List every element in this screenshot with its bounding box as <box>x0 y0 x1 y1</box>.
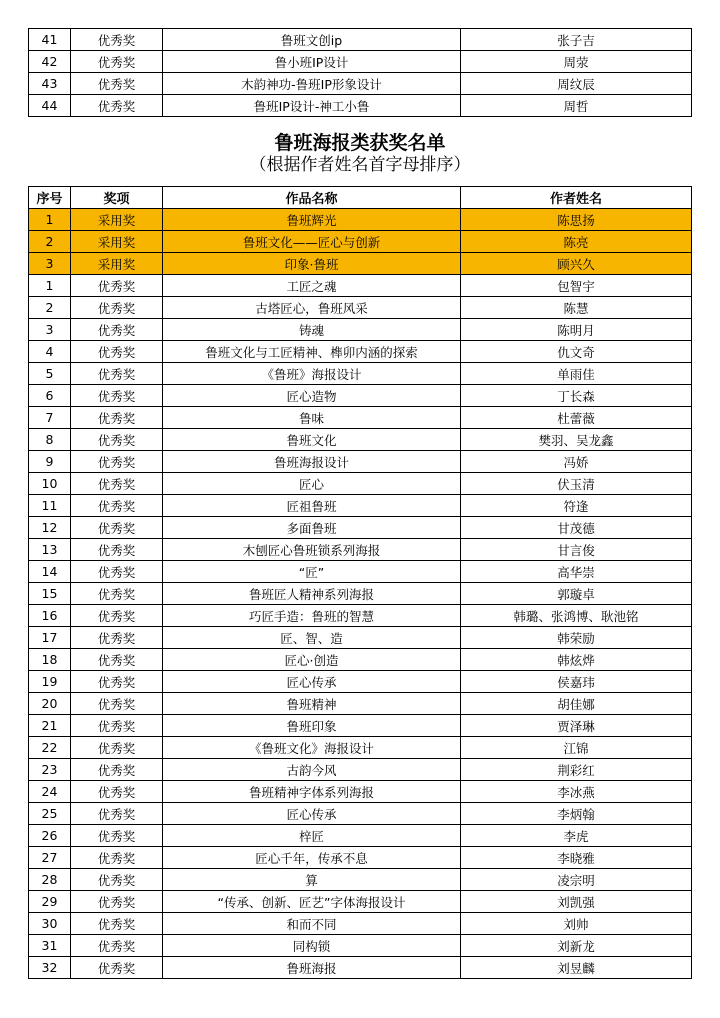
cell-index: 12 <box>29 517 71 539</box>
cell-work-title: 匠心·创造 <box>163 649 461 671</box>
table-row <box>29 627 692 649</box>
cell-index: 13 <box>29 539 71 561</box>
cell-work-title: 《鲁班文化》海报设计 <box>163 737 461 759</box>
cell-author: 刘新龙 <box>461 935 692 957</box>
cell-award: 优秀奖 <box>71 95 163 117</box>
cell-author: 伏玉清 <box>461 473 692 495</box>
cell-work-title: 多面鲁班 <box>163 517 461 539</box>
cell-work-title: 同构锁 <box>163 935 461 957</box>
cell-work-title: 铸魂 <box>163 319 461 341</box>
cell-award: 优秀奖 <box>71 825 163 847</box>
cell-index: 2 <box>29 231 71 253</box>
table-row <box>29 451 692 473</box>
header-award: 奖项 <box>71 187 163 209</box>
header-work-title: 作品名称 <box>163 187 461 209</box>
cell-work-title: 匠心 <box>163 473 461 495</box>
cell-author: 丁长森 <box>461 385 692 407</box>
cell-index: 17 <box>29 627 71 649</box>
cell-work-title: 鲁味 <box>163 407 461 429</box>
cell-index: 14 <box>29 561 71 583</box>
cell-award: 优秀奖 <box>71 539 163 561</box>
cell-index: 10 <box>29 473 71 495</box>
cell-award: 采用奖 <box>71 231 163 253</box>
cell-work-title: 匠心千年，传承不息 <box>163 847 461 869</box>
table-row <box>29 319 692 341</box>
table-row <box>29 253 692 275</box>
table-row <box>29 583 692 605</box>
cell-author: 周荥 <box>461 51 692 73</box>
cell-author: 陈思扬 <box>461 209 692 231</box>
cell-index: 18 <box>29 649 71 671</box>
cell-index: 7 <box>29 407 71 429</box>
cell-author: 韩璐、张鸿博、耿池铭 <box>461 605 692 627</box>
cell-index: 8 <box>29 429 71 451</box>
cell-index: 25 <box>29 803 71 825</box>
table-row <box>29 561 692 583</box>
cell-author: 顾兴久 <box>461 253 692 275</box>
cell-work-title: 古塔匠心，鲁班风采 <box>163 297 461 319</box>
table-row <box>29 407 692 429</box>
cell-index: 44 <box>29 95 71 117</box>
cell-index: 27 <box>29 847 71 869</box>
cell-index: 28 <box>29 869 71 891</box>
cell-work-title: 匠心传承 <box>163 803 461 825</box>
table-row <box>29 605 692 627</box>
cell-index: 29 <box>29 891 71 913</box>
cell-work-title: 鲁班IP设计-神工小鲁 <box>163 95 461 117</box>
cell-work-title: 鲁班匠人精神系列海报 <box>163 583 461 605</box>
table-row <box>29 231 692 253</box>
cell-work-title: “匠” <box>163 561 461 583</box>
cell-author: 李炳翰 <box>461 803 692 825</box>
cell-author: 甘言俊 <box>461 539 692 561</box>
cell-award: 优秀奖 <box>71 363 163 385</box>
table-row <box>29 73 692 95</box>
cell-award: 优秀奖 <box>71 341 163 363</box>
cell-work-title: 匠祖鲁班 <box>163 495 461 517</box>
table-row <box>29 957 692 979</box>
cell-index: 22 <box>29 737 71 759</box>
cell-author: 樊羽、吴龙鑫 <box>461 429 692 451</box>
cell-index: 32 <box>29 957 71 979</box>
cell-award: 优秀奖 <box>71 715 163 737</box>
cell-author: 高华崇 <box>461 561 692 583</box>
cell-award: 优秀奖 <box>71 407 163 429</box>
table-row <box>29 429 692 451</box>
cell-author: 包智宇 <box>461 275 692 297</box>
cell-work-title: 巧匠手造：鲁班的智慧 <box>163 605 461 627</box>
table-row <box>29 275 692 297</box>
cell-work-title: 工匠之魂 <box>163 275 461 297</box>
cell-award: 优秀奖 <box>71 649 163 671</box>
cell-index: 1 <box>29 275 71 297</box>
cell-author: 荆彩红 <box>461 759 692 781</box>
cell-index: 24 <box>29 781 71 803</box>
table-row <box>29 363 692 385</box>
cell-award: 优秀奖 <box>71 891 163 913</box>
cell-award: 采用奖 <box>71 209 163 231</box>
table-row <box>29 781 692 803</box>
cell-author: 李冰燕 <box>461 781 692 803</box>
table-row <box>29 715 692 737</box>
cell-work-title: “传承、创新、匠艺”字体海报设计 <box>163 891 461 913</box>
table-row <box>29 649 692 671</box>
cell-work-title: 鲁班文化与工匠精神、榫卯内涵的探索 <box>163 341 461 363</box>
page-subtitle: （根据作者姓名首字母排序） <box>249 155 471 175</box>
cell-award: 优秀奖 <box>71 803 163 825</box>
cell-award: 优秀奖 <box>71 759 163 781</box>
cell-index: 1 <box>29 209 71 231</box>
cell-author: 侯嘉玮 <box>461 671 692 693</box>
cell-award: 优秀奖 <box>71 517 163 539</box>
table-row <box>29 913 692 935</box>
cell-author: 符逢 <box>461 495 692 517</box>
cell-work-title: 鲁班文化 <box>163 429 461 451</box>
table-row <box>29 51 692 73</box>
cell-work-title: 木刨匠心鲁班锁系列海报 <box>163 539 461 561</box>
page-title: 鲁班海报类获奖名单 <box>274 132 446 154</box>
cell-author: 韩荣励 <box>461 627 692 649</box>
cell-author: 贾泽琳 <box>461 715 692 737</box>
cell-author: 凌宗明 <box>461 869 692 891</box>
cell-index: 3 <box>29 253 71 275</box>
cell-index: 19 <box>29 671 71 693</box>
cell-index: 15 <box>29 583 71 605</box>
cell-author: 张子吉 <box>461 29 692 51</box>
cell-author: 刘帅 <box>461 913 692 935</box>
table-row <box>29 869 692 891</box>
cell-award: 优秀奖 <box>71 495 163 517</box>
cell-work-title: 《鲁班》海报设计 <box>163 363 461 385</box>
table-row <box>29 95 692 117</box>
cell-index: 43 <box>29 73 71 95</box>
cell-index: 11 <box>29 495 71 517</box>
cell-award: 优秀奖 <box>71 957 163 979</box>
cell-award: 优秀奖 <box>71 29 163 51</box>
cell-work-title: 鲁班辉光 <box>163 209 461 231</box>
cell-author: 陈明月 <box>461 319 692 341</box>
cell-index: 31 <box>29 935 71 957</box>
table-row <box>29 891 692 913</box>
cell-work-title: 鲁班海报 <box>163 957 461 979</box>
cell-author: 周哲 <box>461 95 692 117</box>
poster-award-table <box>28 186 692 979</box>
cell-award: 优秀奖 <box>71 561 163 583</box>
cell-award: 优秀奖 <box>71 51 163 73</box>
table-row <box>29 385 692 407</box>
cell-award: 优秀奖 <box>71 627 163 649</box>
cell-author: 郭璇卓 <box>461 583 692 605</box>
cell-author: 李虎 <box>461 825 692 847</box>
cell-index: 26 <box>29 825 71 847</box>
cell-award: 优秀奖 <box>71 605 163 627</box>
cell-index: 41 <box>29 29 71 51</box>
cell-work-title: 鲁班精神字体系列海报 <box>163 781 461 803</box>
cell-index: 23 <box>29 759 71 781</box>
cell-author: 刘昱麟 <box>461 957 692 979</box>
cell-index: 42 <box>29 51 71 73</box>
cell-index: 16 <box>29 605 71 627</box>
cell-author: 陈亮 <box>461 231 692 253</box>
cell-award: 优秀奖 <box>71 275 163 297</box>
cell-author: 李晓雅 <box>461 847 692 869</box>
cell-award: 优秀奖 <box>71 935 163 957</box>
table-row <box>29 825 692 847</box>
cell-author: 单雨佳 <box>461 363 692 385</box>
table-row <box>29 737 692 759</box>
table-row <box>29 209 692 231</box>
cell-award: 优秀奖 <box>71 385 163 407</box>
cell-work-title: 梓匠 <box>163 825 461 847</box>
table-row <box>29 693 692 715</box>
cell-index: 9 <box>29 451 71 473</box>
cell-index: 5 <box>29 363 71 385</box>
cell-award: 优秀奖 <box>71 451 163 473</box>
table-row <box>29 297 692 319</box>
cell-work-title: 鲁班文化——匠心与创新 <box>163 231 461 253</box>
table-row <box>29 341 692 363</box>
cell-author: 胡佳娜 <box>461 693 692 715</box>
cell-author: 冯娇 <box>461 451 692 473</box>
table-row <box>29 29 692 51</box>
cell-index: 3 <box>29 319 71 341</box>
table-row <box>29 935 692 957</box>
cell-award: 优秀奖 <box>71 913 163 935</box>
cell-author: 刘凯强 <box>461 891 692 913</box>
table-row <box>29 473 692 495</box>
table-header-row <box>29 187 692 209</box>
cell-index: 30 <box>29 913 71 935</box>
cell-work-title: 鲁班印象 <box>163 715 461 737</box>
cell-award: 优秀奖 <box>71 319 163 341</box>
cell-work-title: 匠、智、造 <box>163 627 461 649</box>
cell-work-title: 木韵神功-鲁班IP形象设计 <box>163 73 461 95</box>
table-row <box>29 495 692 517</box>
header-index: 序号 <box>29 187 71 209</box>
cell-award: 优秀奖 <box>71 73 163 95</box>
cell-work-title: 鲁班精神 <box>163 693 461 715</box>
cell-work-title: 匠心传承 <box>163 671 461 693</box>
cell-author: 甘茂德 <box>461 517 692 539</box>
cell-work-title: 鲁班海报设计 <box>163 451 461 473</box>
cell-award: 优秀奖 <box>71 737 163 759</box>
cell-author: 陈慧 <box>461 297 692 319</box>
cell-work-title: 鲁班文创ip <box>163 29 461 51</box>
cell-award: 优秀奖 <box>71 781 163 803</box>
cell-work-title: 古韵今风 <box>163 759 461 781</box>
cell-award: 优秀奖 <box>71 693 163 715</box>
cell-author: 韩炫烨 <box>461 649 692 671</box>
cell-award: 采用奖 <box>71 253 163 275</box>
cell-index: 6 <box>29 385 71 407</box>
cell-award: 优秀奖 <box>71 869 163 891</box>
table-row <box>29 671 692 693</box>
cell-author: 江锦 <box>461 737 692 759</box>
continued-award-table <box>28 28 692 117</box>
cell-index: 4 <box>29 341 71 363</box>
cell-work-title: 鲁小班IP设计 <box>163 51 461 73</box>
cell-author: 杜蕾薇 <box>461 407 692 429</box>
cell-index: 21 <box>29 715 71 737</box>
cell-index: 20 <box>29 693 71 715</box>
table-row <box>29 847 692 869</box>
cell-work-title: 算 <box>163 869 461 891</box>
table-row <box>29 517 692 539</box>
cell-author: 周纹辰 <box>461 73 692 95</box>
cell-index: 2 <box>29 297 71 319</box>
table-row <box>29 759 692 781</box>
cell-work-title: 和而不同 <box>163 913 461 935</box>
cell-award: 优秀奖 <box>71 297 163 319</box>
header-author: 作者姓名 <box>461 187 692 209</box>
cell-work-title: 匠心造物 <box>163 385 461 407</box>
cell-award: 优秀奖 <box>71 847 163 869</box>
cell-award: 优秀奖 <box>71 473 163 495</box>
cell-award: 优秀奖 <box>71 583 163 605</box>
cell-work-title: 印象·鲁班 <box>163 253 461 275</box>
cell-author: 仇文奇 <box>461 341 692 363</box>
cell-award: 优秀奖 <box>71 429 163 451</box>
cell-award: 优秀奖 <box>71 671 163 693</box>
table-row <box>29 539 692 561</box>
table-row <box>29 803 692 825</box>
